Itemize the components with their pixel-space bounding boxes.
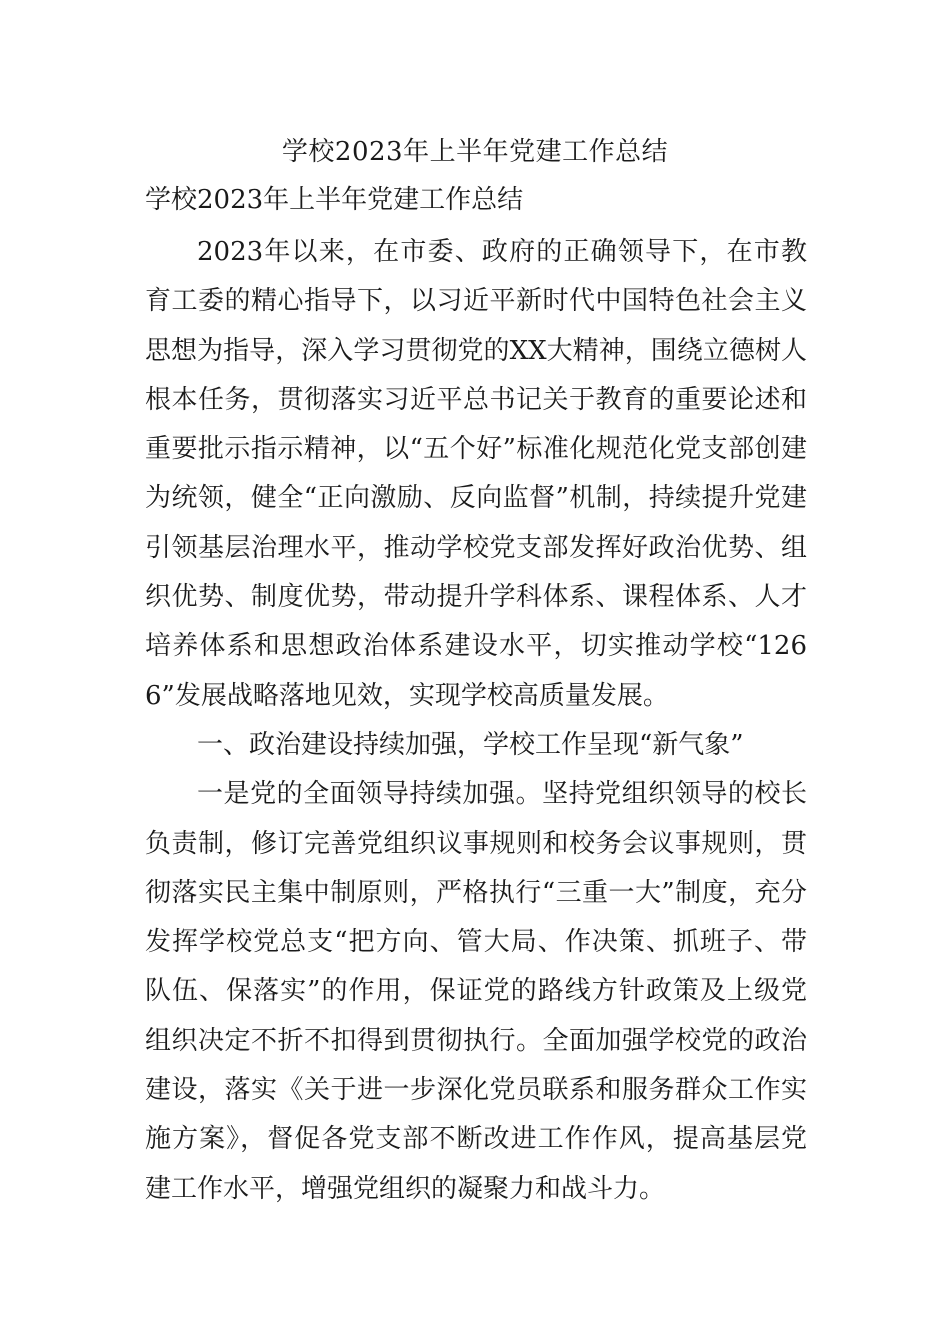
section-heading: 一、政治建设持续加强，学校工作呈现“新气象” [197, 729, 744, 760]
document-body [145, 228, 807, 1214]
document-subtitle: 学校2023年上半年党建工作总结 [145, 185, 524, 215]
document-title: 学校2023年上半年党建工作总结 [281, 137, 669, 167]
body-paragraph: 一是党的全面领导持续加强。坚持党组织领导的校长负责制，修订完善党组织议事规则和校务会议事规则，贯彻落实民主集中制原则，严格执行“三重一大”制度，充分发挥学校党总支“把方向、管大局、作决策、抓班子、带队伍、保落实”的作用，保证党的路线方针政策及上级党组织决定不折不扣得到贯彻执行。全面加强学校党的政治建设，落实《关于进一步深化党员联系和服务群众工作实施方案》，督促各党支部不断改进工作作风，提高基层党建工作水平，增强党组织的凝聚力和战斗力。 [145, 779, 807, 1204]
intro-paragraph: 2023年以来，在市委、政府的正确领导下，在市教育工委的精心指导下，以习近平新时代中国特色社会主义思想为指导，深入学习贯彻党的XX大精神，围绕立德树人根本任务，贯彻落实习近平总书记关于教育的重要论述和重要批示指示精神，以“五个好”标准化规范化党支部创建为统领，健全“正向激励、反向监督”机制，持续提升党建引领基层治理水平，推动学校党支部发挥好政治优势、组织优势、制度优势，带动提升学科体系、课程体系、人才培养体系和思想政治体系建设水平，切实推动学校“1266”发展战略落地见效，实现学校高质量发展。 [145, 237, 807, 711]
